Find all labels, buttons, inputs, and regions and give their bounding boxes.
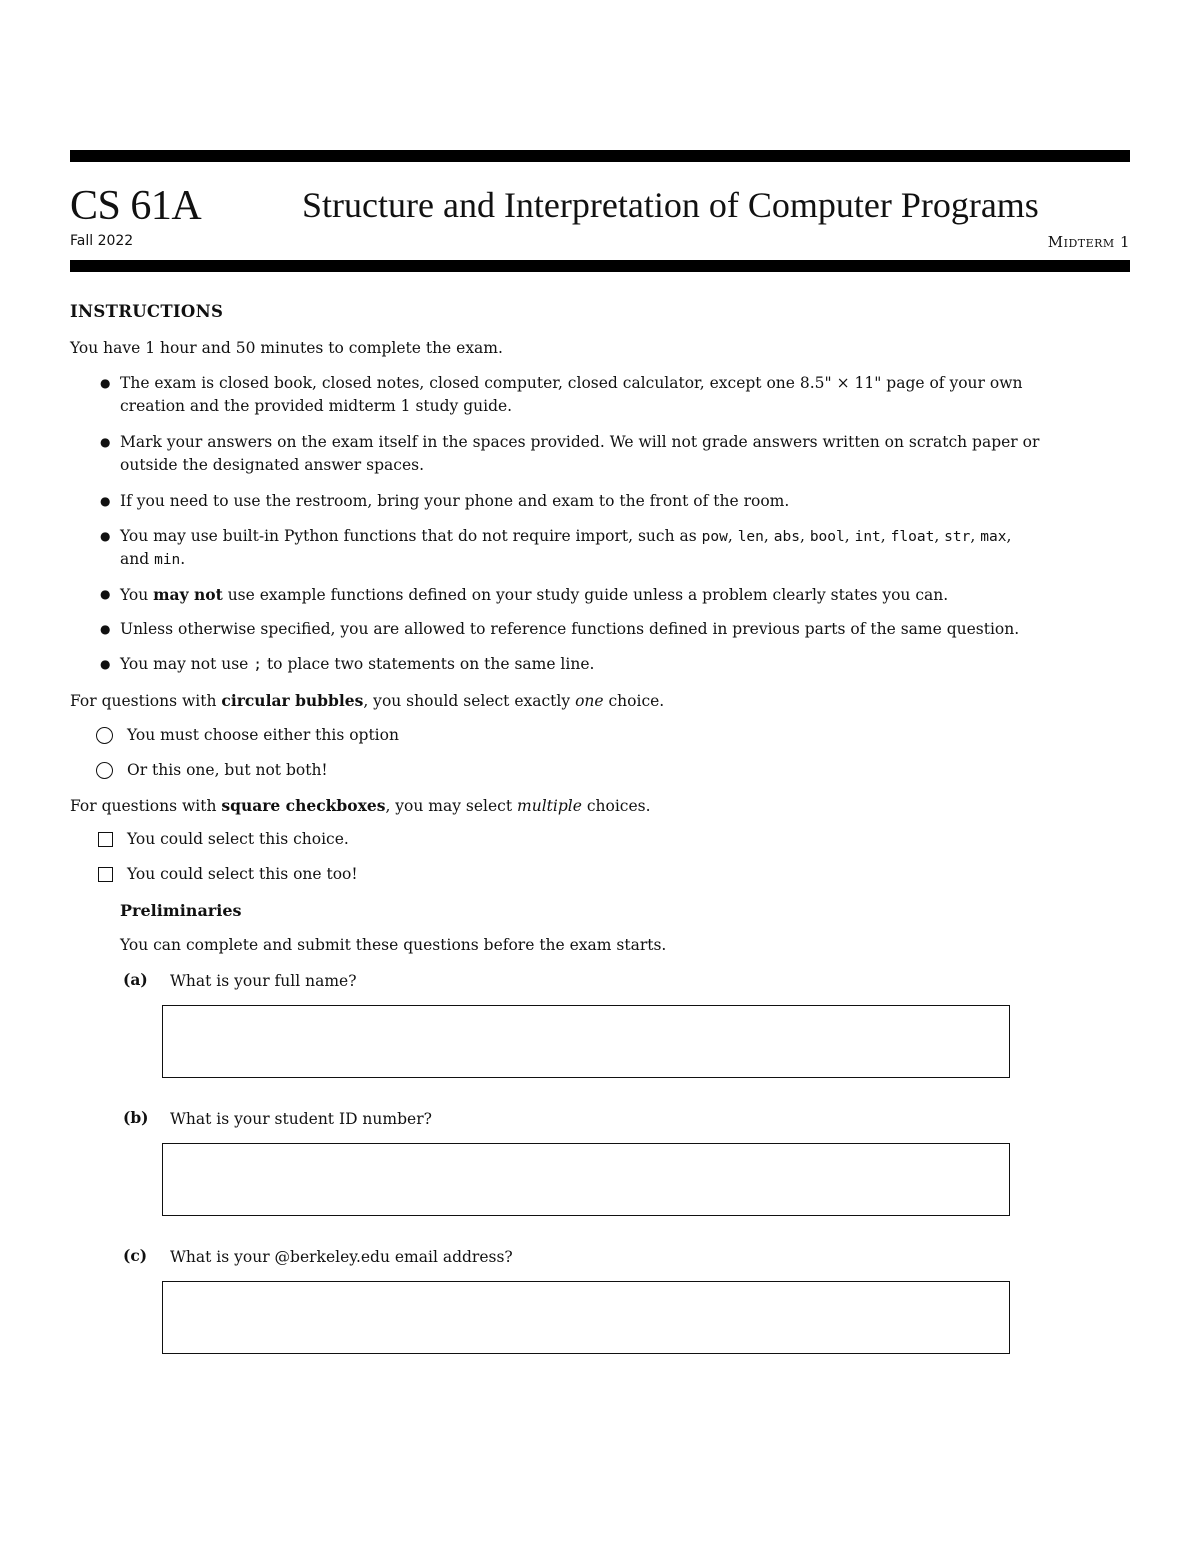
question-text: What is your full name? — [170, 972, 357, 990]
bullet-icon: ● — [100, 657, 111, 671]
bullet-icon: ● — [100, 435, 111, 449]
checkbox-note: For questions with square checkboxes, you may select multiple choices. — [70, 796, 651, 815]
bullet-icon: ● — [100, 622, 111, 636]
bubbles-note: For questions with circular bubbles, you should select exactly one choice. — [70, 691, 665, 710]
function-name: float — [890, 529, 935, 545]
function-name: pow — [701, 529, 728, 545]
question-label: (a) — [123, 970, 148, 989]
bullet-1-line-2: creation and the provided midterm 1 study guide. — [120, 397, 513, 415]
function-name: len — [737, 529, 764, 545]
question-label: (c) — [123, 1246, 148, 1265]
preliminaries-intro: You can complete and submit these questions before the exam starts. — [120, 936, 667, 954]
bullet-4-line-2: and min. — [120, 550, 186, 568]
header-rule-bottom — [70, 260, 1130, 272]
bullet-1-line-1: The exam is closed book, closed notes, closed computer, closed calculator, except one 8.5" × 11" page of your own — [120, 374, 1023, 392]
bullet-2-line-1: Mark your answers on the exam itself in the spaces provided. We will not grade answers written on scratch paper or — [120, 433, 1040, 451]
question-label: (b) — [123, 1108, 149, 1127]
bullet-2-line-2: outside the designated answer spaces. — [120, 456, 424, 474]
checkbox-option-1: You could select this choice. — [127, 830, 349, 848]
email-answer-box[interactable] — [162, 1281, 1010, 1354]
radio-bubble[interactable] — [96, 727, 113, 744]
function-name: max — [980, 529, 1007, 545]
function-name: min — [154, 552, 181, 568]
function-name: str — [944, 529, 971, 545]
question-text: What is your student ID number? — [170, 1110, 432, 1128]
checkbox-square[interactable] — [98, 832, 113, 847]
bullet-icon: ● — [100, 529, 111, 543]
function-name: abs — [773, 529, 800, 545]
question-text: What is your @berkeley.edu email address? — [170, 1248, 513, 1266]
bullet-4-line-1: You may use built-in Python functions that do not require import, such as pow, len, abs, bool, int, float, str, max, — [120, 527, 1012, 545]
bullet-icon: ● — [100, 587, 111, 601]
bullet-7-line-1: You may not use ; to place two statements on the same line. — [120, 655, 595, 673]
bubble-option-1: You must choose either this option — [127, 726, 399, 744]
student-id-answer-box[interactable] — [162, 1143, 1010, 1216]
exam-term: Fall 2022 — [70, 233, 134, 249]
header-rule-top — [70, 150, 1130, 162]
course-title: Structure and Interpretation of Computer Programs — [302, 185, 1039, 225]
instructions-intro: You have 1 hour and 50 minutes to complete the exam. — [70, 339, 503, 357]
bullet-5-line-1: You may not use example functions defined on your study guide unless a problem clearly states you can. — [120, 585, 949, 604]
bullet-6-line-1: Unless otherwise specified, you are allowed to reference functions defined in previous parts of the same question. — [120, 620, 1020, 638]
bullet-icon: ● — [100, 376, 111, 390]
bullet-icon: ● — [100, 494, 111, 508]
full-name-answer-box[interactable] — [162, 1005, 1010, 1078]
function-name: bool — [809, 529, 845, 545]
checkbox-option-2: You could select this one too! — [127, 865, 358, 883]
checkbox-square[interactable] — [98, 867, 113, 882]
bullet-3-line-1: If you need to use the restroom, bring your phone and exam to the front of the room. — [120, 492, 790, 510]
bubble-option-2: Or this one, but not both! — [127, 761, 328, 779]
instructions-heading: INSTRUCTIONS — [70, 302, 224, 321]
radio-bubble[interactable] — [96, 762, 113, 779]
preliminaries-heading: Preliminaries — [120, 901, 242, 920]
course-code: CS 61A — [70, 183, 202, 229]
exam-name: Midterm 1 — [1047, 233, 1130, 251]
function-name: int — [854, 529, 881, 545]
